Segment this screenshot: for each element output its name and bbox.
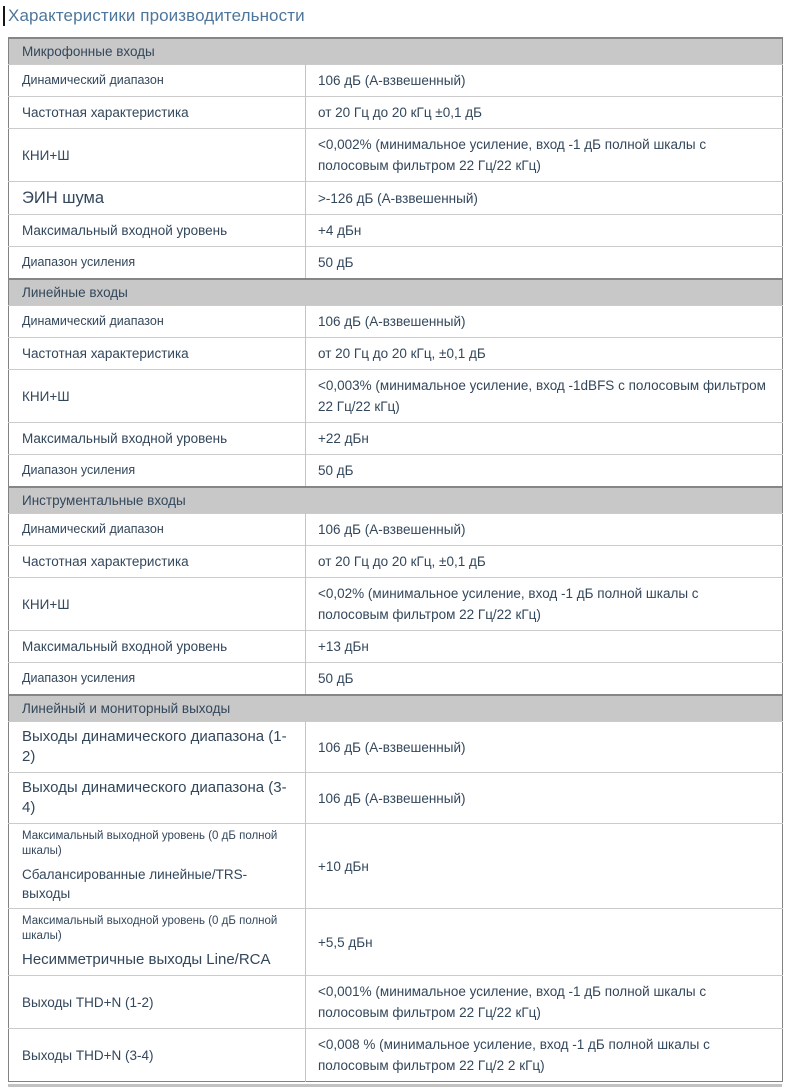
spec-label: Диапазон усиления <box>22 463 136 477</box>
section-header-row <box>9 38 783 65</box>
spec-label: КНИ+Ш <box>22 388 70 404</box>
spec-row <box>9 546 783 578</box>
spec-value-cell: 106 дБ (А-взвешенный) <box>306 773 783 824</box>
spec-value-cell: <0,003% (минимальное усиление, вход -1dBFS с полосовым фильтром 22 Гц/22 кГц) <box>306 370 783 423</box>
spec-label: Диапазон усиления <box>22 671 136 685</box>
spec-row <box>9 976 783 1029</box>
spec-row <box>9 65 783 97</box>
spec-row <box>9 182 783 215</box>
spec-row <box>9 722 783 773</box>
spec-label-cell <box>9 722 306 773</box>
section-header-row <box>9 487 783 514</box>
spec-label: Выходы THD+N (1-2) <box>22 994 154 1010</box>
section-title: Микрофонные входы <box>9 38 783 65</box>
spec-label: Максимальный входной уровень <box>22 431 228 446</box>
spec-label: Динамический диапазон <box>22 73 164 87</box>
spec-label-cell <box>9 455 306 488</box>
spec-label: Максимальный выходной уровень (0 дБ полной шкалы) <box>22 915 278 942</box>
spec-value-cell: <0,008 % (минимальное усиление, вход -1 дБ полной шкалы с полосовым фильтром 22 Гц/2 2 кГц) <box>306 1029 783 1082</box>
spec-label-cell <box>9 1029 306 1082</box>
spec-label: КНИ+Ш <box>22 147 70 163</box>
spec-value-cell: +4 дБн <box>306 215 783 247</box>
spec-label-cell <box>9 338 306 370</box>
spec-label-cell <box>9 97 306 129</box>
spec-value-cell: 106 дБ (А-взвешенный) <box>306 65 783 97</box>
spec-value-cell: <0,001% (минимальное усиление, вход -1 дБ полной шкалы с полосовым фильтром 22 Гц/22 кГц) <box>306 976 783 1029</box>
specifications-table-body <box>9 38 783 1082</box>
spec-label-cell <box>9 370 306 423</box>
spec-value-cell: 106 дБ (А-взвешенный) <box>306 514 783 546</box>
spec-label-cell <box>9 514 306 546</box>
spec-label: Выходы динамического диапазона (3-4) <box>22 779 287 816</box>
spec-value-cell: <0,002% (минимальное усиление, вход -1 дБ полной шкалы с полосовым фильтром 22 Гц/22 кГц) <box>306 129 783 182</box>
spec-row <box>9 663 783 696</box>
spec-label-cell <box>9 306 306 338</box>
spec-row <box>9 247 783 280</box>
spec-row <box>9 215 783 247</box>
spec-label-cell <box>9 247 306 280</box>
spec-label-cell <box>9 909 306 976</box>
spec-value-cell: >-126 дБ (А-взвешенный) <box>306 182 783 215</box>
spec-value-cell: 106 дБ (А-взвешенный) <box>306 722 783 773</box>
spec-label-cell <box>9 65 306 97</box>
spec-row <box>9 455 783 488</box>
spec-label-secondary: Несимметричные выходы Line/RCA <box>22 951 271 968</box>
spec-label-cell <box>9 631 306 663</box>
spec-row <box>9 773 783 824</box>
spec-row <box>9 514 783 546</box>
text-cursor <box>3 6 5 26</box>
page-title-text: Характеристики производительности <box>8 6 305 25</box>
spec-label-cell <box>9 976 306 1029</box>
spec-row <box>9 1029 783 1082</box>
spec-value-cell: 50 дБ <box>306 663 783 696</box>
spec-value-cell: 106 дБ (А-взвешенный) <box>306 306 783 338</box>
spec-label-cell <box>9 824 306 909</box>
spec-value-cell: +13 дБн <box>306 631 783 663</box>
spec-label-cell <box>9 423 306 455</box>
spec-row <box>9 338 783 370</box>
page-title <box>8 5 305 26</box>
spec-label-cell <box>9 546 306 578</box>
spec-label: Выходы динамического диапазона (1-2) <box>22 728 287 765</box>
section-header-row <box>9 695 783 722</box>
spec-label: Максимальный входной уровень <box>22 223 228 238</box>
spec-label: ЭИН шума <box>22 189 105 207</box>
spec-value-cell: от 20 Гц до 20 кГц, ±0,1 дБ <box>306 546 783 578</box>
spec-row <box>9 129 783 182</box>
section-title: Инструментальные входы <box>9 487 783 514</box>
spec-value-cell: <0,02% (минимальное усиление, вход -1 дБ полной шкалы с полосовым фильтром 22 Гц/22 кГц) <box>306 578 783 631</box>
spec-row <box>9 306 783 338</box>
spec-label: Максимальный входной уровень <box>22 639 228 654</box>
spec-value-cell: от 20 Гц до 20 кГц ±0,1 дБ <box>306 97 783 129</box>
spec-value-cell: +10 дБн <box>306 824 783 909</box>
spec-label: Динамический диапазон <box>22 522 164 536</box>
spec-row <box>9 97 783 129</box>
spec-label: Частотная характеристика <box>22 554 189 569</box>
spec-row <box>9 423 783 455</box>
spec-label: Выходы THD+N (3-4) <box>22 1047 154 1063</box>
spec-label-cell <box>9 182 306 215</box>
spec-value-cell: +22 дБн <box>306 423 783 455</box>
spec-label-secondary: Сбалансированные линейные/TRS-выходы <box>22 867 248 901</box>
spec-label: Динамический диапазон <box>22 314 164 328</box>
spec-label: Частотная характеристика <box>22 105 189 120</box>
section-header-row <box>9 279 783 306</box>
spec-row <box>9 909 783 976</box>
spec-value-cell: +5,5 дБн <box>306 909 783 976</box>
spec-value-cell: 50 дБ <box>306 247 783 280</box>
spec-label: Частотная характеристика <box>22 346 189 361</box>
spec-label-cell <box>9 663 306 696</box>
spec-row <box>9 631 783 663</box>
spec-label-cell <box>9 578 306 631</box>
spec-label-cell <box>9 773 306 824</box>
spec-label-cell <box>9 215 306 247</box>
spec-label: Максимальный выходной уровень (0 дБ полной шкалы) <box>22 830 278 857</box>
spec-row <box>9 824 783 909</box>
section-title: Линейный и мониторный выходы <box>9 695 783 722</box>
section-title: Линейные входы <box>9 279 783 306</box>
spec-label: КНИ+Ш <box>22 596 70 612</box>
spec-label: Диапазон усиления <box>22 255 136 269</box>
spec-row <box>9 370 783 423</box>
spec-value-cell: 50 дБ <box>306 455 783 488</box>
spec-row <box>9 578 783 631</box>
spec-label-cell <box>9 129 306 182</box>
specifications-table <box>8 37 783 1082</box>
spec-value-cell: от 20 Гц до 20 кГц, ±0,1 дБ <box>306 338 783 370</box>
